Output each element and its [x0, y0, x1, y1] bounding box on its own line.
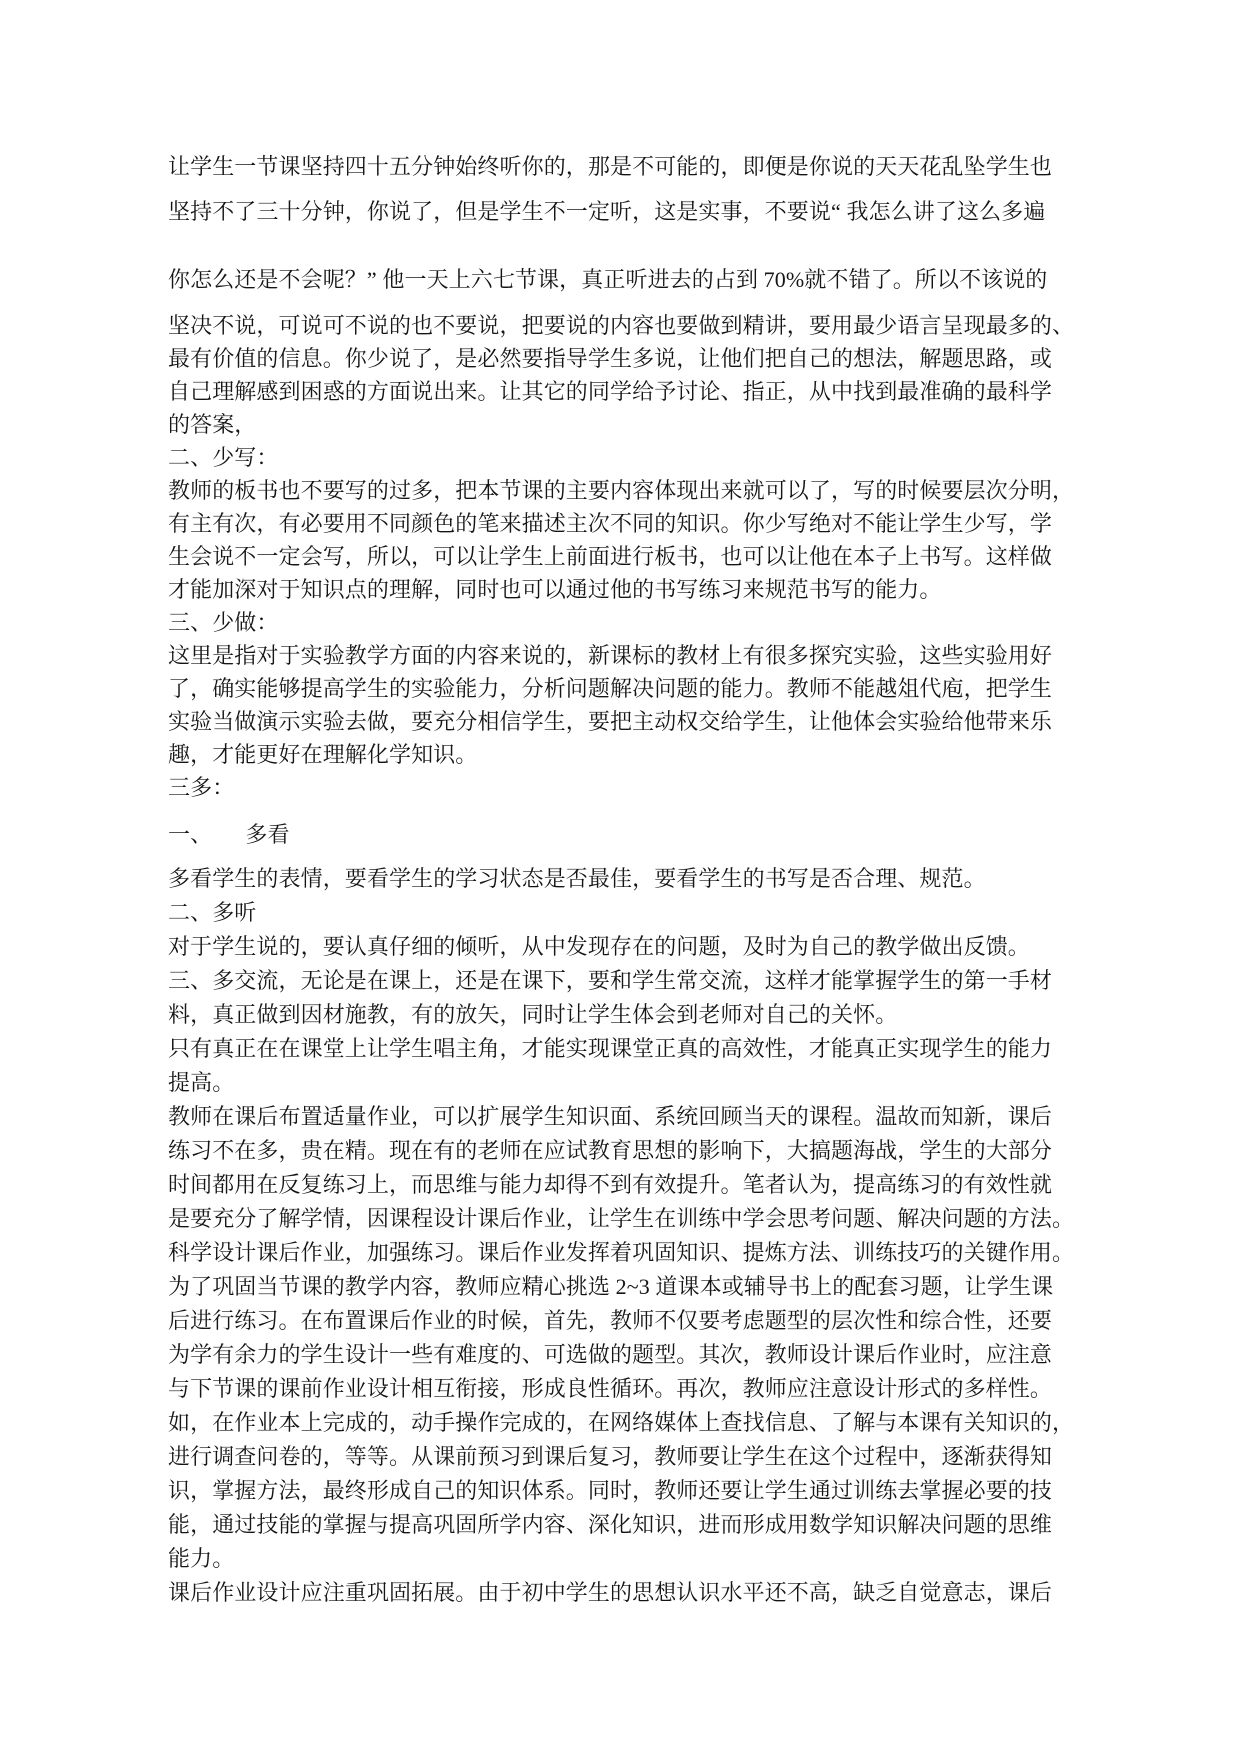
text-line: 你怎么还是不会呢？” 他一天上六七节课，真正听进去的占到 70%就不错了。所以不该说的	[168, 267, 1048, 292]
text-line: 了，确实能够提高学生的实验能力，分析问题解决问题的能力。教师不能越俎代庖，把学生	[168, 676, 1053, 701]
text-line: 让学生一节课坚持四十五分钟始终听你的，那是不可能的，即便是你说的天天花乱坠学生也	[168, 154, 1053, 179]
text-line: 这里是指对于实验教学方面的内容来说的，新课标的教材上有很多探究实验，这些实验用好	[168, 643, 1053, 668]
section-heading: 二、少写：	[168, 445, 279, 470]
text-line: 实验当做演示实验去做，要充分相信学生，要把主动权交给学生，让他体会实验给他带来乐	[168, 709, 1053, 734]
section-heading: 三多：	[168, 775, 235, 800]
text-line: 只有真正在在课堂上让学生唱主角，才能实现课堂正真的高效性，才能真正实现学生的能力	[168, 1036, 1053, 1061]
text-line: 后进行练习。在布置课后作业的时候，首先，教师不仅要考虑题型的层次性和综合性，还要	[168, 1308, 1053, 1333]
text-line: 坚决不说，可说可不说的也不要说，把要说的内容也要做到精讲，要用最少语言呈现最多的、	[168, 313, 1075, 338]
text-line: 趣，才能更好在理解化学知识。	[168, 742, 478, 767]
text-line: 最有价值的信息。你少说了，是必然要指导学生多说，让他们把自己的想法，解题思路，或	[168, 346, 1053, 371]
text-line: 时间都用在反复练习上，而思维与能力却得不到有效提升。笔者认为，提高练习的有效性就	[168, 1172, 1053, 1197]
text-line: 为学有余力的学生设计一些有难度的、可选做的题型。其次，教师设计课后作业时，应注意	[168, 1342, 1053, 1367]
text-line: 科学设计课后作业，加强练习。课后作业发挥着巩固知识、提炼方法、训练技巧的关键作用。	[168, 1240, 1075, 1265]
text-line: 与下节课的课前作业设计相互衔接，形成良性循环。再次，教师应注意设计形式的多样性。	[168, 1376, 1053, 1401]
text-line: 坚持不了三十分钟，你说了，但是学生不一定听，这是实事，不要说“ 我怎么讲了这么多遍	[168, 199, 1046, 224]
text-line: 教师的板书也不要写的过多，把本节课的主要内容体现出来就可以了，写的时候要层次分明，	[168, 478, 1075, 503]
text-line: 课后作业设计应注重巩固拓展。由于初中学生的思想认识水平还不高，缺乏自觉意志，课后	[168, 1580, 1053, 1605]
text-line: 识，掌握方法，最终形成自己的知识体系。同时，教师还要让学生通过训练去掌握必要的技	[168, 1478, 1053, 1503]
text-line: 三、多交流，无论是在课上，还是在课下，要和学生常交流，这样才能掌握学生的第一手材	[168, 968, 1053, 993]
text-line: 多看学生的表情，要看学生的学习状态是否最佳，要看学生的书写是否合理、规范。	[168, 866, 986, 891]
text-line: 能力。	[168, 1546, 235, 1571]
text-line: 练习不在多，贵在精。现在有的老师在应试教育思想的影响下，大搞题海战，学生的大部分	[168, 1138, 1053, 1163]
section-heading: 二、多听	[168, 900, 257, 925]
text-line: 生会说不一定会写，所以，可以让学生上前面进行板书，也可以让他在本子上书写。这样做	[168, 544, 1053, 569]
text-line: 进行调查问卷的，等等。从课前预习到课后复习，教师要让学生在这个过程中，逐渐获得知	[168, 1444, 1053, 1469]
text-line: 才能加深对于知识点的理解，同时也可以通过他的书写练习来规范书写的能力。	[168, 577, 942, 602]
section-heading: 一、 多看	[168, 822, 290, 847]
text-line: 的答案，	[168, 412, 257, 437]
text-line: 对于学生说的，要认真仔细的倾听，从中发现存在的问题，及时为自己的教学做出反馈。	[168, 934, 1030, 959]
text-line: 是要充分了解学情，因课程设计课后作业，让学生在训练中学会思考问题、解决问题的方法。	[168, 1206, 1075, 1231]
text-line: 有主有次，有必要用不同颜色的笔来描述主次不同的知识。你少写绝对不能让学生少写，学	[168, 511, 1053, 536]
text-line: 为了巩固当节课的教学内容，教师应精心挑选 2~3 道课本或辅导书上的配套习题，让学生课	[168, 1274, 1054, 1299]
text-line: 能，通过技能的掌握与提高巩固所学内容、深化知识，进而形成用数学知识解决问题的思维	[168, 1512, 1053, 1537]
text-line: 料，真正做到因材施教，有的放矢，同时让学生体会到老师对自己的关怀。	[168, 1002, 898, 1027]
text-line: 自己理解感到困惑的方面说出来。让其它的同学给予讨论、指正，从中找到最准确的最科学	[168, 379, 1053, 404]
text-line: 教师在课后布置适量作业，可以扩展学生知识面、系统回顾当天的课程。温故而知新，课后	[168, 1104, 1053, 1129]
text-line: 提高。	[168, 1070, 235, 1095]
text-line: 如，在作业本上完成的，动手操作完成的，在网络媒体上查找信息、了解与本课有关知识的，	[168, 1410, 1075, 1435]
section-heading: 三、少做：	[168, 610, 279, 635]
